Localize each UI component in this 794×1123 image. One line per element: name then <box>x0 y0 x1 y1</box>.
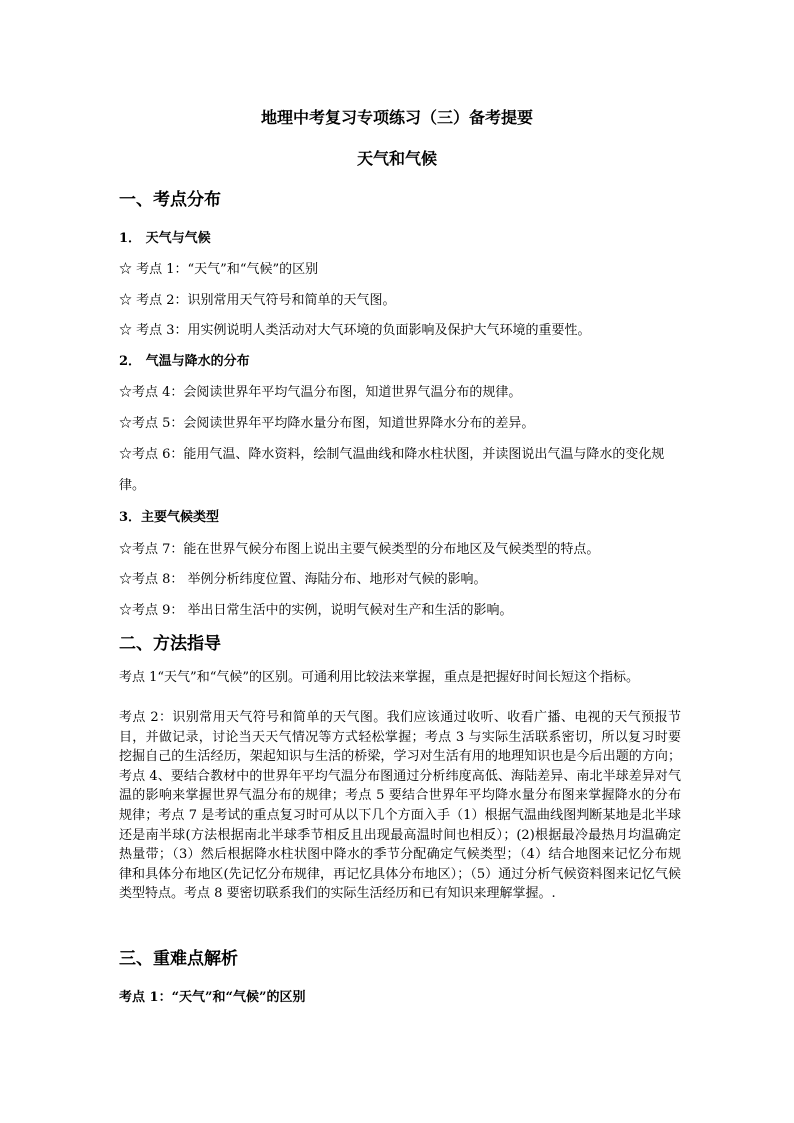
exam-point-3: ☆ 考点 3：用实例说明人类活动对大气环境的负面影响及保护大气环境的重要性。 <box>119 323 591 338</box>
method-paragraph-2: 考点 2：识别常用天气符号和简单的天气图。我们应该通过收听、收看广播、电视的天气预报节目，并做记录，讨论当天天气情况等方式轻松掌握；考点 3 与实际生活联系密切，所以复习时要挖掘自己的生活经历，架起知识与生活的桥梁，学习对生活有用的地理知识也是今后出题的方向；考点 4、要结合教材中的世界年平均气温分布图通过分析纬度高低、海陆差异、南北半球差异对气温的影响来掌握世界气温分布的规律；考点 5 要结合世界年平均降水量分布图来掌握降水的分布规律；考点 7 是考试的重点复习时可从以下几个方面入手（1）根据气温曲线图判断某地是北半球还是南半球(方法根据南北半球季节相反且出现最高温时间也相反）；(2)根据最冷最热月均温确定热量带；（3）然后根据降水柱状图中降水的季节分配确定气候类型；（4）结合地图来记忆分布规律和具体分布地区(先记忆分布规律，再记忆具体分布地区）；（5）通过分析气候资料图来记忆气候类型特点。考点 8 要密切联系我们的实际生活经历和已有知识来理解掌握。. <box>119 710 681 902</box>
method-paragraph-1: 考点 1“天气”和“气候”的区别。可通利用比较法来掌握，重点是把握好时间长短这个指标。 <box>119 670 639 685</box>
group-heading-climate-types: 3．主要气候类型 <box>119 510 220 525</box>
group-heading-temperature-precipitation: 2． 气温与降水的分布 <box>119 354 250 369</box>
exam-point-1: ☆ 考点 1：“天气”和“气候”的区别 <box>119 262 319 277</box>
section-heading-key-points: 三、重难点解析 <box>119 949 238 969</box>
document-title: 地理中考复习专项练习（三）备考提要 <box>260 108 533 127</box>
exam-point-7: ☆考点 7：能在世界气候分布图上说出主要气候类型的分布地区及气候类型的特点。 <box>119 542 600 557</box>
exam-point-5: ☆考点 5：会阅读世界年平均降水量分布图，知道世界降水分布的差异。 <box>119 416 535 431</box>
exam-point-1-analysis-heading: 考点 1：“天气”和“气候”的区别 <box>119 990 306 1005</box>
group-heading-weather-climate: 1． 天气与气候 <box>119 231 211 246</box>
exam-point-8: ☆考点 8： 举例分析纬度位置、海陆分布、地形对气候的影响。 <box>119 572 487 587</box>
exam-point-9: ☆考点 9： 举出日常生活中的实例，说明气候对生产和生活的影响。 <box>119 603 513 618</box>
section-heading-method: 二、方法指导 <box>119 634 221 654</box>
document-subtitle: 天气和气候 <box>356 149 437 168</box>
exam-point-2: ☆ 考点 2：识别常用天气符号和简单的天气图。 <box>119 293 396 308</box>
exam-point-6: ☆考点 6：能用气温、降水资料，绘制气温曲线和降水柱状图，并读图说出气温与降水的变化规律。 <box>119 447 665 493</box>
section-heading-distribution: 一、考点分布 <box>119 190 221 210</box>
exam-point-4: ☆考点 4：会阅读世界年平均气温分布图，知道世界气温分布的规律。 <box>119 385 522 400</box>
